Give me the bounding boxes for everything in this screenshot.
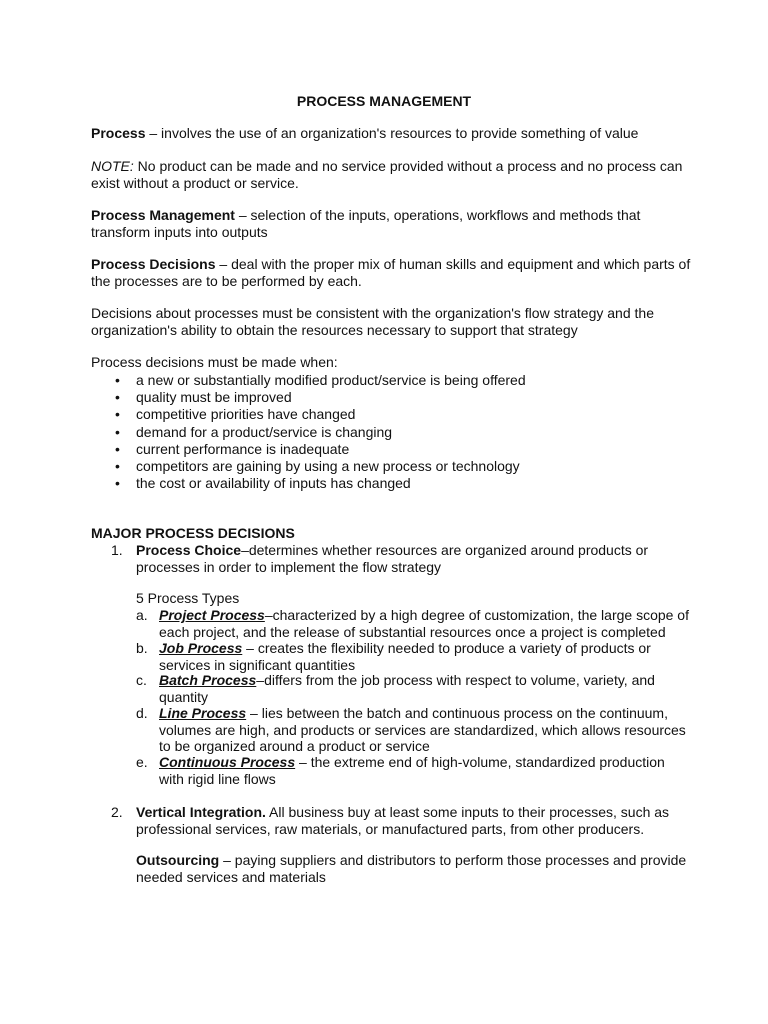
process-decisions-definition	[91, 256, 691, 289]
type-item	[159, 754, 689, 787]
type-letter: e.	[136, 754, 148, 770]
type-letter: c.	[136, 672, 147, 688]
type-item	[159, 607, 689, 640]
when-list	[91, 372, 691, 492]
type-term: Continuous Process	[159, 754, 296, 770]
type-text: – creates the flexibility needed to produce a variety of products or services in significant quantities	[159, 640, 651, 673]
type-term: Project Process	[159, 607, 265, 623]
type-text: – lies between the batch and continuous process on the continuum, volumes are high, and products or services are standardized, which allows resources to be organized around a product or service	[159, 705, 686, 754]
type-item	[159, 640, 689, 673]
type-term: Job Process	[159, 640, 243, 656]
note-text: No product can be made and no service provided without a process and no process can exist without a product or service.	[91, 158, 683, 191]
item-number: 2.	[111, 804, 123, 820]
type-letter: b.	[136, 640, 148, 656]
definition-text: – deal with the proper mix of human skills and equipment and which parts of the processes are to be performed by each.	[91, 256, 691, 289]
section-heading: MAJOR PROCESS DECISIONS	[91, 525, 295, 541]
type-text: –characterized by a high degree of customization, the large scope of each project, and the release of substantial resources once a project is completed	[159, 607, 689, 640]
process-definition	[91, 125, 691, 142]
term: Process Management	[91, 207, 235, 223]
item-text: All business buy at least some inputs to their processes, such as professional services, raw materials, or manufactured parts, from other producers.	[136, 804, 670, 837]
term: Process Decisions	[91, 256, 216, 272]
item-text: –determines whether resources are organized around products or processes in order to implement the flow strategy	[136, 542, 649, 575]
term: Outsourcing	[136, 852, 220, 868]
consistency-paragraph: Decisions about processes must be consistent with the organization's flow strategy and the organization's ability to obtain the resources necessary to support that strategy	[91, 305, 654, 338]
list-item: • the cost or availability of inputs has changed	[91, 475, 691, 492]
when-intro: Process decisions must be made when:	[91, 354, 338, 370]
type-item	[159, 672, 689, 705]
type-term: Line Process	[159, 705, 247, 721]
type-text: – the extreme end of high-volume, standardized production with rigid line flows	[159, 754, 665, 787]
list-item: • competitors are gaining by using a new process or technology	[91, 458, 691, 475]
list-item: • competitive priorities have changed	[91, 406, 691, 423]
process-management-definition	[91, 207, 691, 240]
type-item	[159, 705, 689, 755]
note-paragraph	[91, 158, 691, 191]
outsourcing-paragraph	[136, 852, 696, 885]
term: Process Choice	[136, 542, 242, 558]
list-item: • a new or substantially modified product/service is being offered	[91, 372, 691, 389]
item-number: 1.	[111, 542, 123, 558]
type-letter: d.	[136, 705, 148, 721]
vertical-integration-item	[136, 804, 696, 837]
note-label: NOTE:	[91, 158, 134, 174]
list-item: • demand for a product/service is changing	[91, 424, 691, 441]
process-choice-item	[136, 542, 696, 575]
page-title: PROCESS MANAGEMENT	[296, 93, 472, 109]
type-term: Batch Process	[159, 672, 257, 688]
definition-text: – paying suppliers and distributors to perform those processes and provide needed services and materials	[136, 852, 687, 885]
type-letter: a.	[136, 607, 148, 623]
types-intro: 5 Process Types	[136, 590, 240, 606]
term: Process	[91, 125, 146, 141]
type-text: –differs from the job process with respect to volume, variety, and quantity	[159, 672, 655, 705]
definition-text: – involves the use of an organization's resources to provide something of value	[145, 125, 639, 141]
list-item: • current performance is inadequate	[91, 441, 691, 458]
definition-text: – selection of the inputs, operations, workflows and methods that transform inputs into outputs	[91, 207, 641, 240]
list-item: • quality must be improved	[91, 389, 691, 406]
term: Vertical Integration.	[136, 804, 266, 820]
